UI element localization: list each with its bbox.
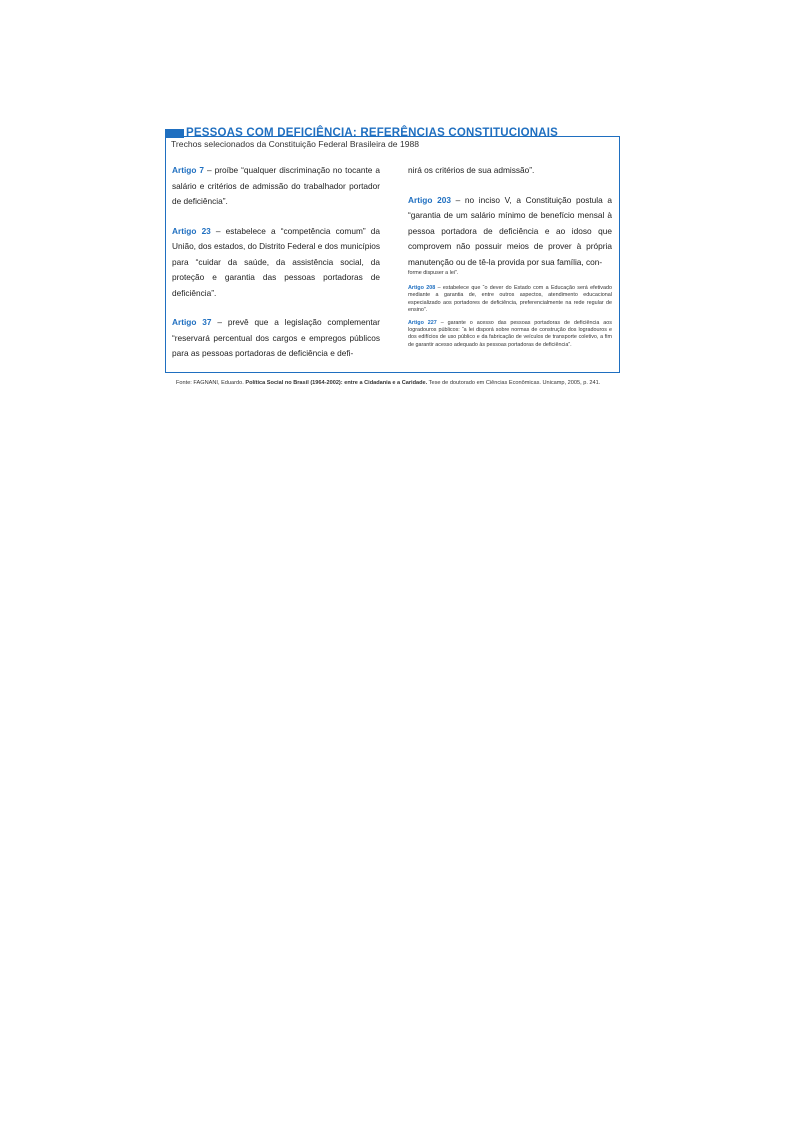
article-37-continuation: nirá os critérios de sua admissão”. bbox=[408, 165, 535, 175]
article-lead: Artigo 208 bbox=[408, 285, 436, 292]
article-37 bbox=[172, 315, 380, 362]
article-text: – proíbe “qualquer discriminação no tocante a salário e critérios de admissão do trabalhador portador de deficiência”. bbox=[172, 165, 380, 206]
article-lead: Artigo 203 bbox=[408, 194, 451, 205]
article-text: – estabelece a “competência comum” da União, dos estados, do Distrito Federal e dos municípios para “cuidar da saúde, da assistência social, da proteção e garantia das pessoas portadoras de deficiência”. bbox=[172, 225, 380, 298]
article-23 bbox=[172, 224, 380, 302]
left-column bbox=[172, 163, 380, 362]
article-lead: Artigo 227 bbox=[408, 320, 437, 327]
source-work: Política Social no Brasil (1964-2002): entre a Cidadania e a Caridade. bbox=[245, 380, 428, 386]
article-text: – garante o acesso das pessoas portadoras de deficiência aos logradouros públicos: “a lei disporá sobre normas de construção dos logradouros e dos edifícios de uso público e da fabricação de veículos de transporte coletivo, a fim de garantir acesso adequado às pessoas portadoras de deficiência”. bbox=[408, 320, 612, 348]
article-203-tail: forme dispuser a lei”. bbox=[408, 270, 459, 276]
article-227 bbox=[408, 320, 612, 349]
source-prefix: Fonte: FAGNANI, Eduardo. bbox=[176, 380, 246, 386]
source-citation bbox=[176, 380, 600, 386]
article-lead: Artigo 37 bbox=[172, 317, 212, 327]
article-203 bbox=[408, 193, 612, 271]
article-text: – no inciso V, a Constituição postula a “garantia de um salário mínimo de benefício mensal à pessoa portadora de deficiência e ao idoso que comprovem não possuir meios de prover à própria manutenção ou de tê-la provida por sua família, con- bbox=[408, 194, 612, 267]
article-lead: Artigo 7 bbox=[172, 165, 205, 175]
box-title: PESSOAS COM DEFICIÊNCIA: REFERÊNCIAS CONSTITUCIONAIS bbox=[186, 127, 559, 139]
article-text: – estabelece que “o dever do Estado com a Educação será efetivado mediante a garantia de, entre outros aspectos, atendimento educacional especializado aos portadores de deficiência, preferencialmente na rede regular de ensino”. bbox=[408, 285, 612, 313]
box-subtitle: Trechos selecionados da Constituição Federal Brasileira de 1988 bbox=[171, 139, 420, 149]
source-suffix: Tese de doutorado em Ciências Econômicas. Unicamp, 2005, p. 241. bbox=[427, 380, 601, 386]
article-208 bbox=[408, 285, 612, 314]
article-text: – prevê que a legislação complementar “reservará percentual dos cargos e empregos públicos para as pessoas portadoras de deficiência e defi- bbox=[172, 317, 381, 358]
right-column bbox=[408, 163, 612, 349]
article-7 bbox=[172, 163, 380, 210]
article-lead: Artigo 23 bbox=[172, 225, 211, 236]
